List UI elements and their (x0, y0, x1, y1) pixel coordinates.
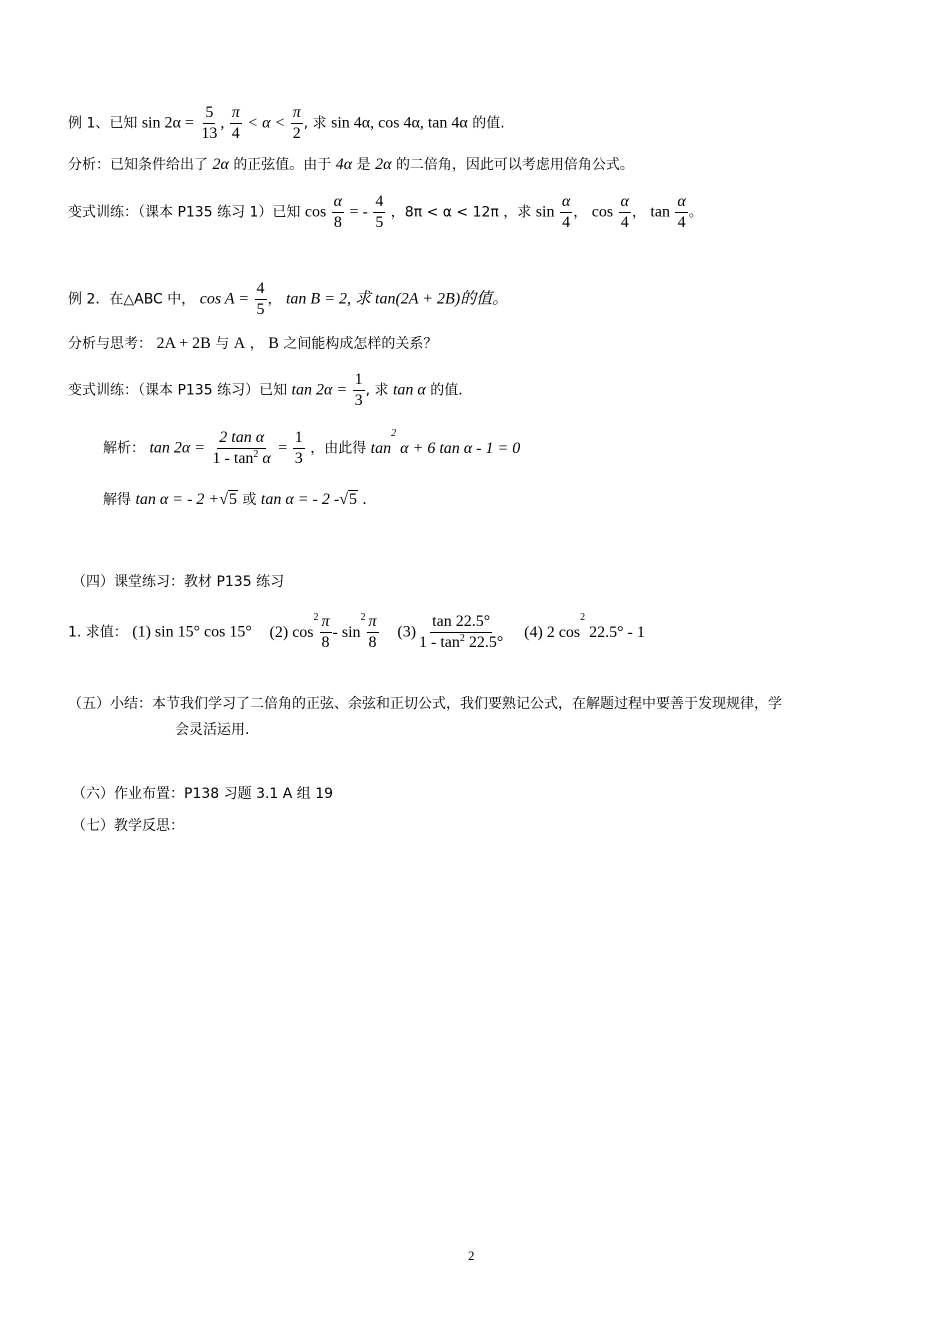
fraction-alpha-4-c: $\frac{\alpha}{4}$ (677, 193, 686, 231)
sin2a-expression: sin 2α = (141, 114, 194, 132)
fraction-4-5: $\frac{4}{5}$ (375, 193, 384, 231)
section-6-homework: （六）作业布置：P138 习题 3.1 A 组 19 (72, 786, 334, 802)
fraction-double-angle-tan: $\frac{\text{2 tan α}}{1 - \tan^2 \alpha}$ (212, 429, 271, 467)
range-inequality: < α < (247, 114, 286, 132)
fraction-4-5-b: $\frac{4}{5}$ (256, 280, 265, 318)
exercise-1-line: 1. 求值： (1) sin 15° cos 15° (2) $\cos^2$ $\frac{\pi}{8}$ - $\sin^2$ $\frac{\pi}{8}$ (3) $\frac{\tan 22.5^\circ}{1 - \tan^2 22.5^\circ}$ (4) 2 $\cos^2 22.5^\circ - 1$ (68, 612, 645, 651)
exercise-part-2: (2) $\cos^2$ (269, 612, 319, 641)
example-1-line: 例 1、已知 sin 2α = $\frac{5}{13}$ , $\frac{\pi}{4}$ < α < $\frac{\pi}{2}$ , 求 sin 4α, cos 4α, tan 4α 的值. (68, 104, 505, 142)
section-5-summary: （五）小结：本节我们学习了二倍角的正弦、余弦和正切公式，我们要熟记公式，在解题过程中要善于发现规律，学 (68, 696, 782, 712)
fraction-tan-22-5: $\frac{\tan 22.5^\circ}{1 - \tan^2 22.5^\circ}$ (419, 613, 504, 651)
fraction-1-3: $\frac{1}{3}$ (354, 371, 363, 409)
fraction-pi-4: $\frac{\pi}{4}$ (231, 104, 240, 142)
exercise-part-4: (4) 2 $\cos^2 22.5^\circ - 1$ (524, 612, 645, 641)
fraction-alpha-4-b: $\frac{\alpha}{4}$ (620, 193, 629, 231)
section-4-title: （四）课堂练习：教材 P135 练习 (72, 574, 285, 590)
example-1-lead: 例 1、已知 (68, 115, 138, 132)
solution-result: 解得 tan α = - 2 +√5 或 tan α = - 2 -√5 . (103, 491, 367, 508)
sqrt-5-b: √5 (339, 491, 357, 508)
section-7-reflection: （七）教学反思： (72, 818, 184, 834)
example-2-analysis: 分析与思考： 2A + 2B 与 A ， B 之间能构成怎样的关系？ (68, 335, 438, 352)
example-1-analysis: 分析：已知条件给出了 2α 的正弦值。由于 4α 是 2α 的二倍角，因此可以考虑用倍角公式。 (68, 156, 634, 173)
fraction-pi-2: $\frac{\pi}{2}$ (292, 104, 301, 142)
fraction-5-13: $\frac{5}{13}$ (201, 104, 218, 142)
solution-line: 解析： tan 2α = $\frac{\text{2 tan α}}{1 - \tan^2 \alpha}$ = $\frac{1}{3}$ ，由此得 $\tan^2 \alpha + 6$ tan α - 1 = 0 (103, 428, 521, 467)
exercise-part-1: (1) sin 15° cos 15° (132, 623, 252, 641)
exercise-part-3: (3) (397, 623, 417, 641)
target-expressions: sin 4α, cos 4α, tan 4α (331, 114, 468, 132)
page-number: 2 (468, 1248, 475, 1263)
section-5-summary-cont: 会灵活运用. (175, 722, 250, 738)
example-2-line: 例 2．在△ABC 中， cos A = $\frac{4}{5}$ ， tan B = 2, 求 tan(2A + 2B)的值。 (68, 280, 509, 318)
fraction-1-3-b: $\frac{1}{3}$ (294, 429, 303, 467)
quadratic-equation: $\tan^2 \alpha + 6$ tan α - 1 = 0 (370, 428, 521, 457)
fraction-alpha-4-a: $\frac{\alpha}{4}$ (561, 193, 571, 231)
example-2-variant: 变式训练：（课本 P135 练习）已知 tan 2α = $\frac{1}{3}$ , 求 tan α 的值. (68, 371, 463, 409)
fraction-alpha-8: $\frac{\alpha}{8}$ (333, 193, 343, 231)
example-1-variant: 变式训练：（课本 P135 练习 1）已知 cos $\frac{\alpha}{8}$ = - $\frac{4}{5}$ ，8π < α < 12π ，求 sin $\frac{\alpha}{4}$ ， cos $\frac{\alpha}{4}$ ， tan $\frac{\alpha}{4}$ 。 (68, 193, 703, 231)
sqrt-5-a: √5 (219, 491, 237, 508)
